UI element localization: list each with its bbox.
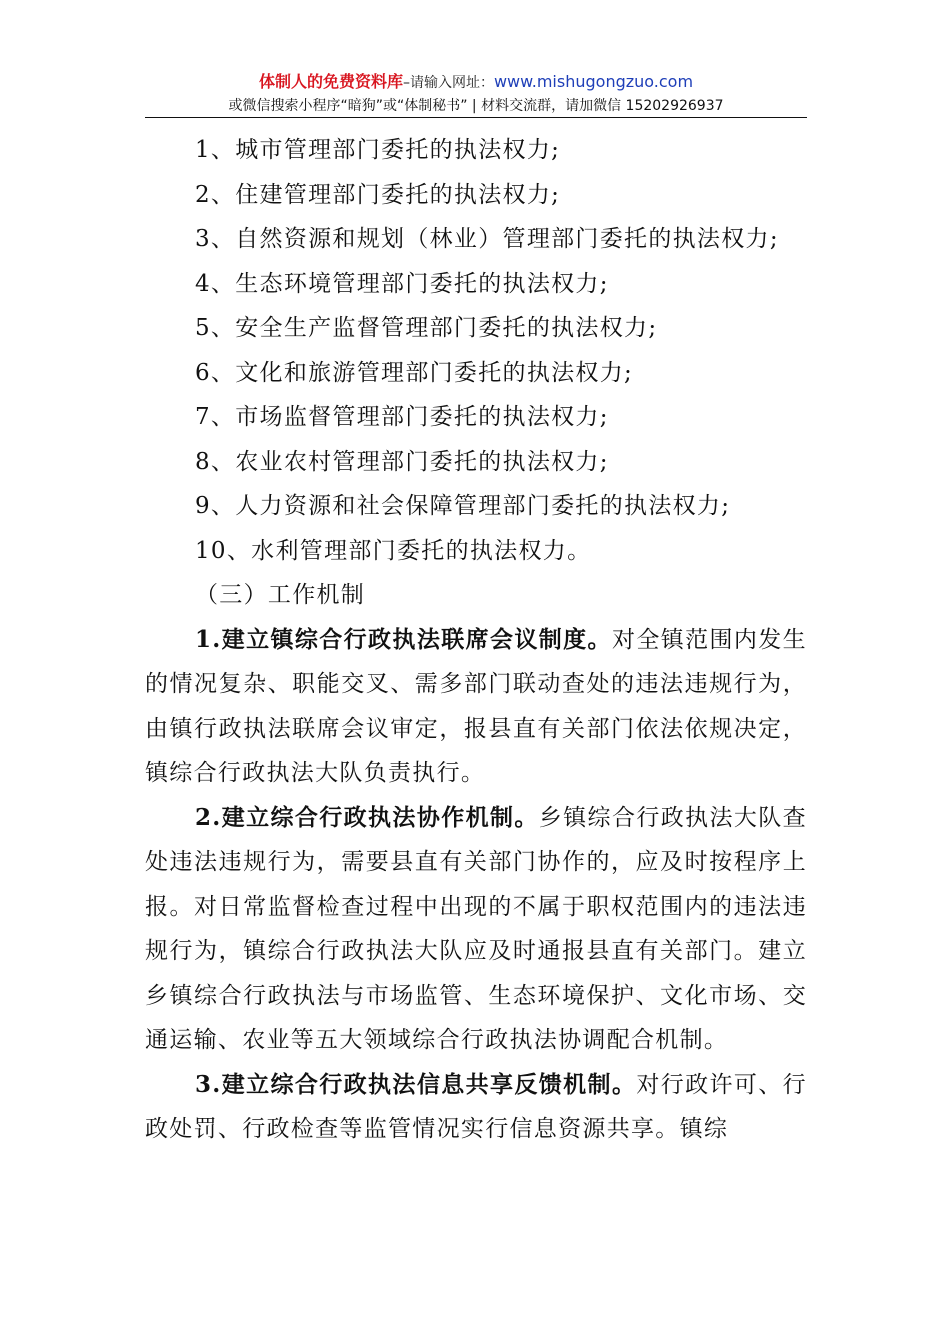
list-item: 1、城市管理部门委托的执法权力; (195, 137, 561, 163)
header-prompt: –请输入网址： (402, 75, 494, 91)
paragraph-body: 对行政许可、行政处罚、行政检查等监管情况实行信息资源共享。镇综 (145, 1071, 807, 1142)
paragraph-2 (145, 796, 807, 1063)
paragraph-body: 对全镇范围内发生的情况复杂、职能交叉、需多部门联动查处的违法违规行为，由镇行政执法联席会议审定，报县直有关部门依法依规决定，镇综合行政执法大队负责执行。 (145, 626, 807, 786)
list-item: 2、住建管理部门委托的执法权力; (195, 181, 561, 208)
list-item: 6、文化和旅游管理部门委托的执法权力; (195, 359, 634, 386)
paragraph-body: 乡镇综合行政执法大队查处违法违规行为，需要县直有关部门协作的，应及时按程序上报。对日常监督检查过程中出现的不属于职权范围内的违法违规行为，镇综合行政执法大队应及时通报县直有关部门。建立乡镇综合行政执法与市场监管、生态环境保护、文化市场、交通运输、农业等五大领域综合行政执法协调配合机制。 (145, 804, 807, 1053)
list-item: 4、生态环境管理部门委托的执法权力; (195, 270, 609, 297)
list-item: 7、市场监督管理部门委托的执法权力; (195, 404, 609, 430)
paragraph-3 (145, 1063, 807, 1152)
paragraph-1 (145, 618, 807, 796)
list-item: 5、安全生产监督管理部门委托的执法权力; (195, 315, 658, 341)
document-body (145, 128, 807, 1152)
header-url-link[interactable]: www.mishugongzuo.com (493, 72, 694, 91)
list-item: 9、人力资源和社会保障管理部门委托的执法权力; (195, 493, 731, 519)
list-item: 10、水利管理部门委托的执法权力。 (195, 537, 592, 564)
paragraph-lead: 2.建立综合行政执法协作机制。 (195, 803, 539, 831)
header-divider (145, 117, 807, 118)
list-item: 8、农业农村管理部门委托的执法权力; (195, 448, 609, 475)
header-contact-line: 或微信搜索小程序“暗狗”或“体制秘书” | 材料交流群，请加微信 15202926937 (228, 98, 724, 114)
paragraph-lead: 1.建立镇综合行政执法联席会议制度。 (195, 625, 612, 653)
section-heading: （三）工作机制 (195, 582, 366, 608)
header-brand: 体制人的免费资料库 (258, 72, 403, 91)
paragraph-lead: 3.建立综合行政执法信息共享反馈机制。 (195, 1070, 637, 1098)
list-item: 3、自然资源和规划（林业）管理部门委托的执法权力; (195, 226, 779, 252)
page-header (145, 70, 807, 117)
header-banner (145, 70, 807, 95)
